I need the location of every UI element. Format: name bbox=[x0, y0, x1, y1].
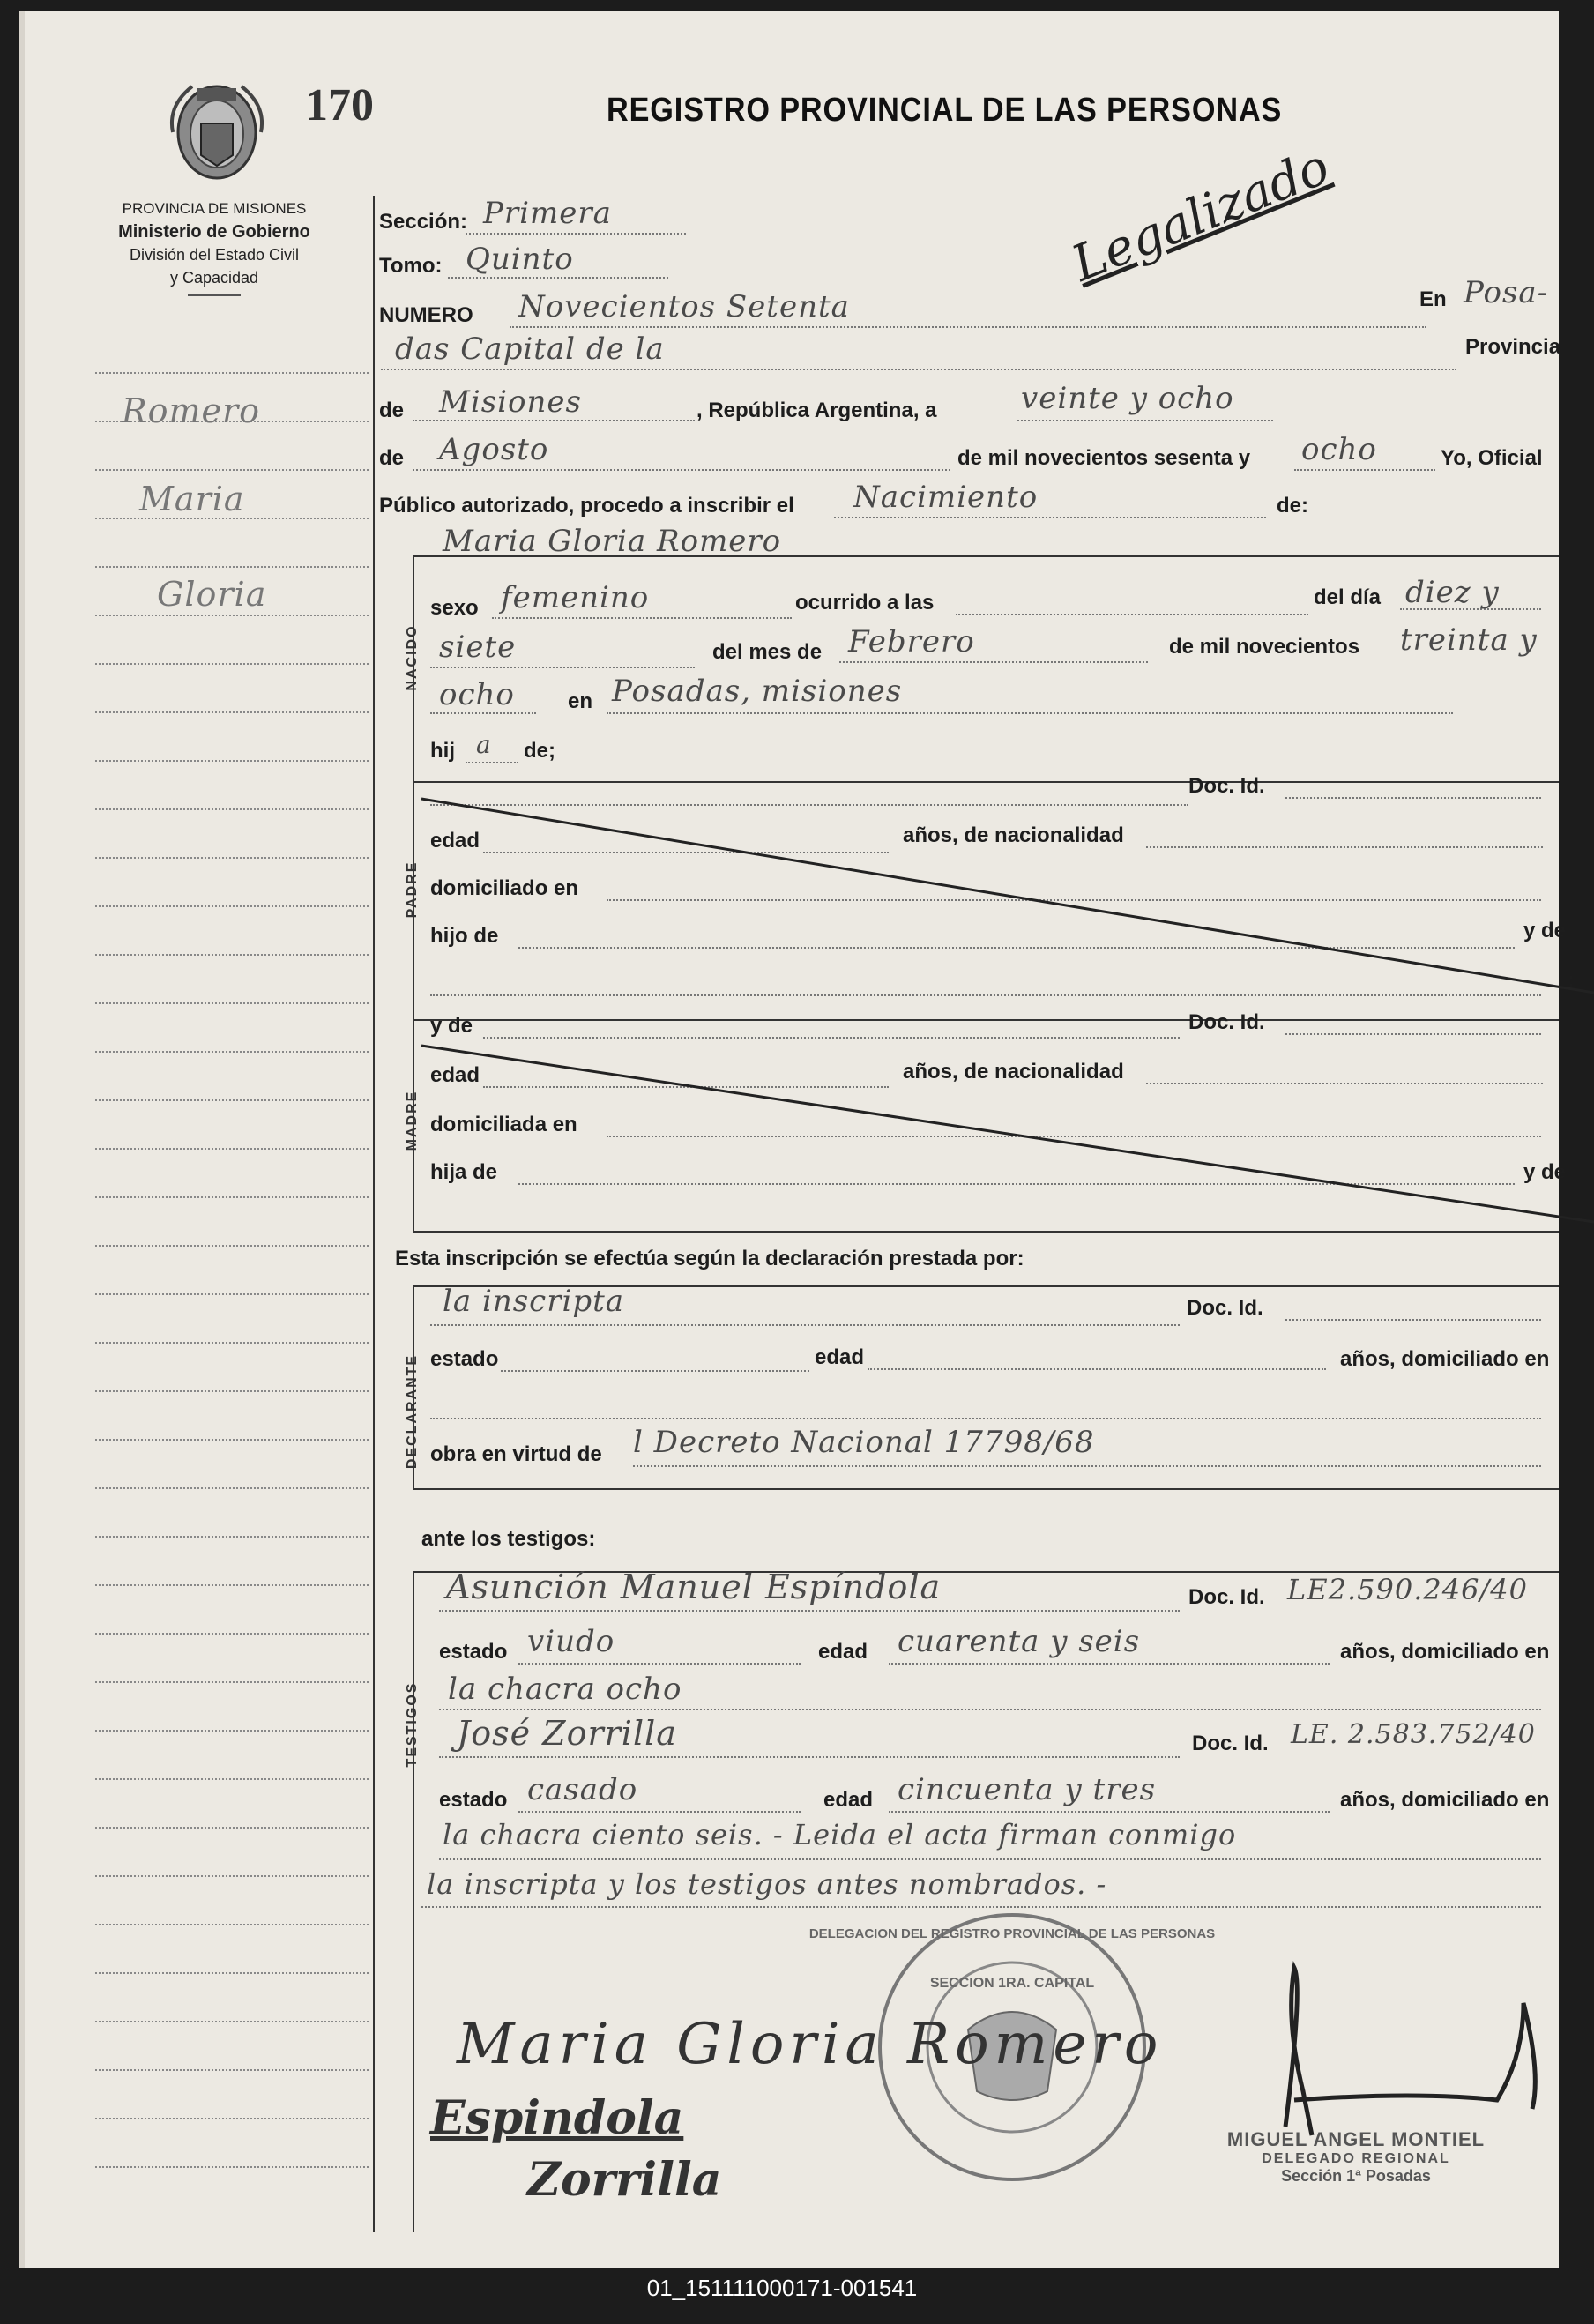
en-label: En bbox=[1419, 287, 1447, 311]
official-stamp bbox=[1206, 2128, 1506, 2186]
margin-rule bbox=[95, 1584, 369, 1586]
hij-suffix: a bbox=[476, 730, 492, 759]
signature-official bbox=[1153, 1950, 1559, 2144]
issuer-capacity: y Capacidad bbox=[169, 269, 259, 287]
margin-rule bbox=[95, 1730, 369, 1732]
dia-line bbox=[1017, 420, 1273, 421]
margin-rule bbox=[95, 663, 369, 665]
testigo1-edad: cuarenta y seis bbox=[898, 1624, 1141, 1659]
nacido-label: NACIDO bbox=[405, 624, 420, 691]
ocurrido-label: ocurrido a las bbox=[795, 591, 935, 615]
margin-rule bbox=[95, 1875, 369, 1877]
official-name: MIGUEL ANGEL MONTIEL bbox=[1226, 2128, 1486, 2150]
margin-rule bbox=[95, 1439, 369, 1441]
margin-rule bbox=[95, 1002, 369, 1004]
issuer-division: División del Estado Civil bbox=[129, 246, 300, 264]
republica-label: , República Argentina, a bbox=[696, 399, 937, 422]
testigo2-doc-label: Doc. Id. bbox=[1192, 1732, 1269, 1755]
dia-value: veinte y ocho bbox=[1021, 381, 1234, 416]
dia-nac-value: diez y bbox=[1405, 575, 1500, 610]
padre-doc-label: Doc. Id. bbox=[1188, 774, 1265, 798]
certificate-page bbox=[19, 11, 1575, 2268]
testigo2-name: José Zorrilla bbox=[457, 1714, 677, 1753]
margin-rule bbox=[95, 1196, 369, 1198]
madre-hija-label: hija de bbox=[430, 1160, 498, 1184]
padre-strike bbox=[413, 781, 1594, 1019]
testigo2-dom-line bbox=[439, 1858, 1541, 1860]
declarante-line bbox=[430, 1324, 1180, 1326]
anio-nac-cont-line bbox=[430, 712, 536, 714]
margin-rule bbox=[95, 469, 369, 471]
signature-testigo1: Espindola bbox=[430, 2091, 684, 2145]
madre-doc-label: Doc. Id. bbox=[1188, 1010, 1265, 1034]
nombre-value: Maria Gloria Romero bbox=[443, 524, 782, 559]
testigo2-edad: cincuenta y tres bbox=[898, 1772, 1157, 1807]
declarante-edad-line bbox=[868, 1368, 1326, 1370]
padre-nac-label: años, de nacionalidad bbox=[903, 823, 1124, 847]
issuer-province: PROVINCIA DE MISIONES bbox=[122, 200, 307, 217]
margin-rule bbox=[95, 1148, 369, 1150]
madre-nac-label: años, de nacionalidad bbox=[903, 1060, 1124, 1084]
testigo1-name-line bbox=[439, 1610, 1180, 1612]
de-mil-nov-label: de mil novecientos bbox=[1169, 635, 1360, 659]
padre-label: PADRE bbox=[405, 860, 420, 919]
de-label-2: de bbox=[379, 446, 405, 470]
mes-line bbox=[413, 469, 950, 471]
sexo-label: sexo bbox=[430, 596, 479, 620]
decreto-value: l Decreto Nacional 17798/68 bbox=[633, 1425, 1095, 1460]
margin-firstname: Maria bbox=[139, 480, 245, 518]
ante-label: ante los testigos: bbox=[421, 1527, 596, 1551]
testigo2-estado-label: estado bbox=[439, 1788, 508, 1812]
testigo2-dom: la chacra ciento seis. - Leida el acta firman conmigo bbox=[443, 1818, 1237, 1851]
de-colon-label: de: bbox=[1277, 494, 1308, 518]
margin-rule bbox=[95, 1681, 369, 1683]
madre-y-de-label: y de bbox=[430, 1014, 473, 1038]
declarante-dom-line bbox=[430, 1418, 1541, 1419]
testigo1-edad-line bbox=[889, 1663, 1330, 1665]
testigo1-doc-label: Doc. Id. bbox=[1188, 1585, 1265, 1609]
padre-dom-label: domiciliado en bbox=[430, 876, 579, 900]
hora-line bbox=[956, 614, 1308, 615]
numero-label: NUMERO bbox=[379, 303, 473, 327]
padre-edad-label: edad bbox=[430, 829, 480, 853]
margin-rule bbox=[95, 1972, 369, 1974]
inscripcion-label: Esta inscripción se efectúa según la declaración prestada por: bbox=[395, 1247, 1024, 1270]
yo-oficial-label: Yo, Oficial bbox=[1441, 446, 1543, 470]
testigo1-dom-label: años, domiciliado en bbox=[1340, 1640, 1550, 1664]
en-cont-value: das Capital de la bbox=[395, 331, 665, 367]
document-title: REGISTRO PROVINCIAL DE LAS PERSONAS bbox=[607, 92, 1283, 129]
declaracion-top bbox=[413, 1231, 1559, 1233]
margin-rule bbox=[95, 857, 369, 859]
testigo2-estado-line bbox=[518, 1811, 801, 1813]
testigo1-dom: la chacra ocho bbox=[448, 1672, 682, 1707]
seccion-value: Primera bbox=[483, 196, 612, 231]
margin-rule bbox=[95, 1827, 369, 1829]
seccion-line bbox=[466, 233, 686, 235]
del-dia-label: del día bbox=[1314, 585, 1382, 609]
numero-value: Novecientos Setenta bbox=[518, 289, 850, 324]
margin-rule bbox=[95, 1487, 369, 1489]
testigo2-estado: casado bbox=[527, 1772, 638, 1807]
signature-testigo2: Zorrilla bbox=[527, 2153, 722, 2207]
anio-line bbox=[1294, 469, 1435, 471]
margin-rule bbox=[95, 954, 369, 956]
testigo1-dom-line bbox=[439, 1709, 1541, 1710]
declarante-estado-label: estado bbox=[430, 1347, 499, 1371]
official-role: DELEGADO REGIONAL bbox=[1262, 2151, 1450, 2166]
en-lc-label: en bbox=[568, 689, 593, 713]
file-id-footer: 01_151111000171-001541 bbox=[646, 2275, 918, 2301]
hij-label: hij bbox=[430, 739, 455, 763]
margin-rule bbox=[95, 1924, 369, 1925]
lugar-nac-value: Posadas, misiones bbox=[612, 674, 903, 709]
testigo2-doc: LE. 2.583.752/40 bbox=[1291, 1719, 1536, 1750]
madre-label: MADRE bbox=[405, 1090, 420, 1151]
acto-value: Nacimiento bbox=[853, 480, 1039, 515]
signature-inscripta: Maria Gloria Romero bbox=[457, 2012, 1164, 2077]
tomo-label: Tomo: bbox=[379, 254, 443, 278]
testigo2-dom-label: años, domiciliado en bbox=[1340, 1788, 1550, 1812]
testigo2-edad-line bbox=[889, 1811, 1330, 1813]
margin-rule bbox=[95, 2166, 369, 2168]
anio-value: ocho bbox=[1301, 432, 1377, 467]
issuer-ministry: Ministerio de Gobierno bbox=[118, 222, 310, 242]
margin-surname: Romero bbox=[122, 391, 261, 430]
padre-hijo-label: hijo de bbox=[430, 924, 499, 948]
mes-value: Agosto bbox=[439, 432, 549, 467]
testigo1-doc: LE2.590.246/40 bbox=[1287, 1573, 1528, 1606]
declarante-edad-label: edad bbox=[815, 1345, 865, 1369]
margin-rule bbox=[95, 2069, 369, 2071]
margin-rule bbox=[95, 1536, 369, 1538]
anio-nac-value: treinta y bbox=[1400, 622, 1538, 658]
margin-rule bbox=[95, 1778, 369, 1780]
provincia-value: Misiones bbox=[439, 384, 582, 420]
madre-strike bbox=[413, 1019, 1594, 1240]
declarante-dom-label: años, domiciliado en bbox=[1340, 1347, 1550, 1371]
mes-nac-line bbox=[839, 661, 1148, 663]
hij-line bbox=[466, 762, 518, 763]
testigos-section-top bbox=[413, 1488, 1559, 1490]
margin-rule bbox=[95, 1051, 369, 1053]
testigo1-estado-line bbox=[518, 1663, 801, 1665]
margin-rule bbox=[95, 760, 369, 762]
testigos-label: TESTIGOS bbox=[405, 1681, 420, 1768]
anio-nac-cont-value: ocho bbox=[439, 677, 515, 712]
declarante-estado-line bbox=[501, 1370, 809, 1372]
padre-y-de-label: y de bbox=[1523, 919, 1567, 942]
publico-label: Público autorizado, procedo a inscribir el bbox=[379, 494, 794, 518]
acto-line bbox=[834, 517, 1266, 518]
lugar-nac-line bbox=[607, 712, 1453, 714]
de-semi-label: de; bbox=[524, 739, 555, 763]
page-number: 170 bbox=[305, 80, 374, 130]
declarante-label: DECLARANTE bbox=[405, 1353, 420, 1470]
margin-rule bbox=[95, 2021, 369, 2022]
margin-rule bbox=[95, 615, 369, 616]
margin-rule bbox=[95, 711, 369, 713]
sexo-value: femenino bbox=[501, 580, 650, 615]
padre-semi: ; bbox=[1568, 968, 1575, 992]
margin-rule bbox=[95, 566, 369, 568]
margin-rule bbox=[95, 372, 369, 374]
madre-edad-label: edad bbox=[430, 1063, 480, 1087]
del-mes-label: del mes de bbox=[712, 640, 823, 664]
testigo1-edad-label: edad bbox=[818, 1640, 868, 1664]
margin-rule bbox=[95, 905, 369, 907]
sexo-line bbox=[492, 617, 792, 619]
de-mil-label: de mil novecientos sesenta y bbox=[957, 446, 1251, 470]
issuer-divider bbox=[188, 294, 241, 296]
tomo-line bbox=[448, 277, 668, 279]
numero-line bbox=[510, 326, 1426, 328]
margin-rule bbox=[95, 1293, 369, 1295]
declarante-doc-label: Doc. Id. bbox=[1187, 1296, 1263, 1320]
provincia-line bbox=[413, 420, 695, 421]
seccion-label: Sección: bbox=[379, 210, 468, 234]
dia-nac-cont-value: siete bbox=[439, 629, 517, 665]
margin-rule bbox=[95, 1390, 369, 1392]
coat-of-arms-emblem bbox=[166, 71, 268, 185]
declarante-doc-line bbox=[1285, 1319, 1541, 1321]
madre-dom-label: domiciliada en bbox=[430, 1113, 577, 1136]
en-cont-line bbox=[381, 369, 1456, 370]
seal-text-outer: DELEGACION DEL REGISTRO PROVINCIAL DE LAS PERSONAS bbox=[808, 1926, 1216, 1941]
madre-y-de-label-2: y de bbox=[1523, 1160, 1567, 1184]
obra-line bbox=[633, 1465, 1541, 1467]
main-divider bbox=[373, 196, 375, 2232]
testigo1-estado-label: estado bbox=[439, 1640, 508, 1664]
testigo1-name: Asunción Manuel Espíndola bbox=[446, 1568, 942, 1606]
lower-divider bbox=[413, 1941, 414, 2232]
declarante-value: la inscripta bbox=[443, 1284, 625, 1319]
margin-rule bbox=[95, 1099, 369, 1101]
legalizado-stamp: Legalizado bbox=[1064, 138, 1337, 294]
tomo-value: Quinto bbox=[466, 242, 574, 277]
margin-rule bbox=[95, 808, 369, 810]
margin-rule bbox=[95, 1633, 369, 1635]
mes-nac-value: Febrero bbox=[848, 624, 975, 659]
de-label: de bbox=[379, 399, 405, 422]
en-value: Posa- bbox=[1464, 275, 1549, 310]
official-section: Sección 1ª Posadas bbox=[1281, 2167, 1431, 2185]
obra-label: obra en virtud de bbox=[430, 1442, 602, 1466]
testigo1-estado: viudo bbox=[527, 1624, 615, 1659]
margin-rule bbox=[95, 1245, 369, 1247]
margin-rule bbox=[95, 2118, 369, 2119]
closing-text: la inscripta y los testigos antes nombrados. - bbox=[427, 1867, 1107, 1901]
margin-rule bbox=[95, 1342, 369, 1344]
testigo2-name-line bbox=[439, 1756, 1180, 1758]
testigo2-edad-label: edad bbox=[823, 1788, 874, 1812]
dia-nac-cont-line bbox=[430, 667, 695, 668]
provincia-label: Provincia bbox=[1465, 335, 1561, 359]
seal-text-inner: SECCION 1RA. CAPITAL bbox=[929, 1976, 1095, 1991]
margin-middlename: Gloria bbox=[157, 575, 267, 614]
issuer-block bbox=[64, 197, 364, 296]
